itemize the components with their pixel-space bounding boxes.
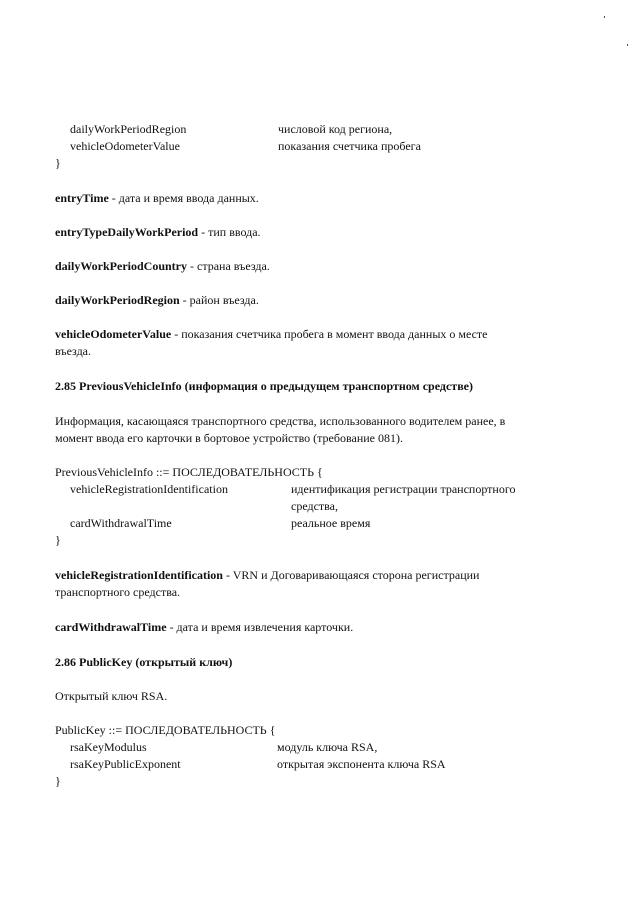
paragraph-line: Открытый ключ RSA. xyxy=(55,689,168,703)
definition xyxy=(55,259,270,273)
field-description: модуль ключа RSA, xyxy=(277,740,378,754)
field-name: vehicleOdometerValue xyxy=(70,139,180,153)
definition-term: dailyWorkPeriodCountry xyxy=(55,259,188,273)
definition xyxy=(55,191,259,205)
definition-term: entryTime xyxy=(55,191,109,205)
definition-continuation: въезда. xyxy=(55,344,91,358)
definition-term: dailyWorkPeriodRegion xyxy=(55,293,180,307)
definition-term: cardWithdrawalTime xyxy=(55,620,167,634)
closing-brace: } xyxy=(55,774,61,788)
scan-mark xyxy=(627,44,628,46)
field-description: реальное время xyxy=(291,516,371,530)
definition xyxy=(55,327,488,341)
field-description: открытая экспонента ключа RSA xyxy=(277,757,446,771)
field-description: показания счетчика пробега xyxy=(278,139,421,153)
field-description: числовой код региона, xyxy=(278,122,393,136)
paragraph-line: момент ввода его карточки в бортовое устройство (требование 081). xyxy=(55,431,403,445)
definition-text: - показания счетчика пробега в момент ввода данных о месте xyxy=(171,327,488,341)
field-name: cardWithdrawalTime xyxy=(70,516,172,530)
definition-text: - дата и время извлечения карточки. xyxy=(166,620,354,634)
section-heading: 2.86 PublicKey (открытый ключ) xyxy=(55,655,233,669)
definition-term: vehicleRegistrationIdentification xyxy=(55,568,223,582)
definition xyxy=(55,620,353,634)
field-name: rsaKeyModulus xyxy=(70,740,147,754)
definition-term: entryTypeDailyWorkPeriod xyxy=(55,225,199,239)
definition-text: - дата и время ввода данных. xyxy=(108,191,259,205)
paragraph-line: Информация, касающаяся транспортного средства, использованного водителем ранее, в xyxy=(55,414,506,428)
definition-text: - тип ввода. xyxy=(198,225,261,239)
field-name: dailyWorkPeriodRegion xyxy=(70,122,187,136)
definition-text: - страна въезда. xyxy=(187,259,270,273)
definition-term: vehicleOdometerValue xyxy=(55,327,172,341)
field-description-continuation: средства, xyxy=(291,499,339,513)
field-name: rsaKeyPublicExponent xyxy=(70,757,181,771)
closing-brace: } xyxy=(55,156,61,170)
definition-text: - VRN и Договаривающаяся сторона регистрации xyxy=(222,568,480,582)
sequence-declaration: PreviousVehicleInfo ::= ПОСЛЕДОВАТЕЛЬНОСТЬ { xyxy=(55,465,323,479)
section-heading: 2.85 PreviousVehicleInfo (информация о предыдущем транспортном средстве) xyxy=(55,379,473,393)
field-name: vehicleRegistrationIdentification xyxy=(70,482,228,496)
closing-brace: } xyxy=(55,533,61,547)
sequence-declaration: PublicKey ::= ПОСЛЕДОВАТЕЛЬНОСТЬ { xyxy=(55,723,276,737)
scan-mark xyxy=(604,16,605,18)
definition-continuation: транспортного средства. xyxy=(55,585,181,599)
definition-text: - район въезда. xyxy=(179,293,259,307)
definition xyxy=(55,293,259,307)
definition xyxy=(55,568,479,582)
field-description: идентификация регистрации транспортного xyxy=(291,482,516,496)
definition xyxy=(55,225,261,239)
